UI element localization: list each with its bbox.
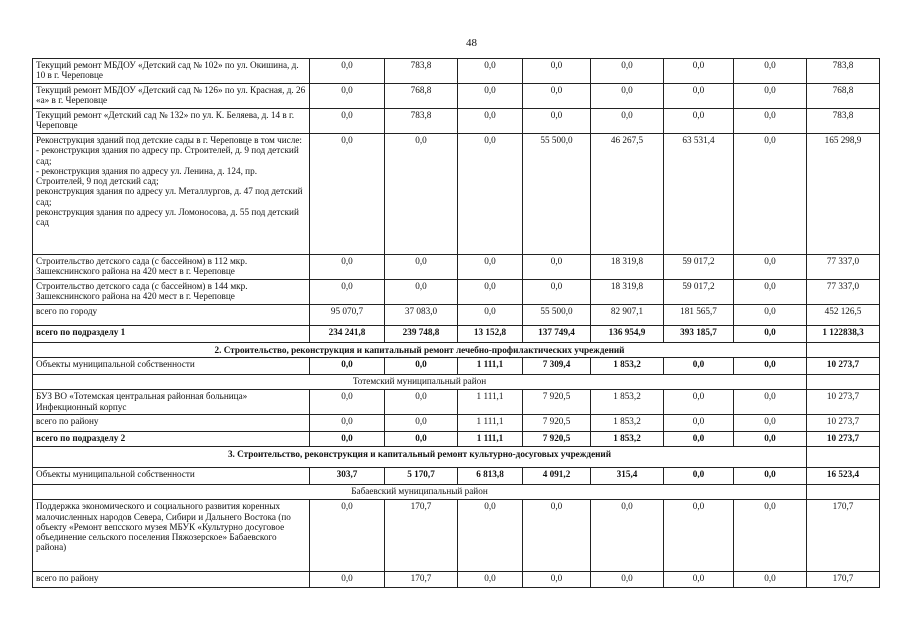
value-cell: 0,0 (523, 500, 591, 572)
page-number: 48 (466, 37, 477, 49)
value-cell: 0,0 (664, 432, 734, 447)
value-cell: 0,0 (310, 59, 385, 84)
value-cell: 0,0 (385, 134, 458, 255)
value-cell: 0,0 (523, 84, 591, 109)
value-cell: 0,0 (310, 109, 385, 134)
value-cell: 46 267,5 (591, 134, 664, 255)
value-cell: 1 111,1 (458, 358, 523, 375)
value-cell: 170,7 (385, 572, 458, 588)
municipality-title: Бабаевский муниципальный район (33, 485, 807, 500)
value-cell: 0,0 (458, 572, 523, 588)
row-name: всего по подразделу 2 (33, 432, 310, 447)
value-cell: 10 273,7 (807, 390, 880, 415)
table-row (33, 84, 880, 109)
value-cell: 170,7 (807, 572, 880, 588)
table-row (33, 305, 880, 326)
value-cell: 783,8 (807, 59, 880, 84)
value-cell: 0,0 (458, 109, 523, 134)
value-cell: 10 273,7 (807, 358, 880, 375)
value-cell: 0,0 (523, 59, 591, 84)
value-cell: 0,0 (523, 109, 591, 134)
value-cell: 0,0 (458, 255, 523, 280)
table-row (33, 326, 880, 343)
row-name: Поддержка экономического и социального развития коренных малочисленных народов Севера, Сибири и Дальнего Востока (по объекту «Ремонт вепсского музея МБУК «Культурно досуговое объединение сельского поселения Пяжозерское» Бабаевского района) (33, 500, 310, 572)
value-cell: 0,0 (458, 84, 523, 109)
value-cell: 0,0 (734, 468, 807, 485)
value-cell: 768,8 (385, 84, 458, 109)
value-cell: 1 853,2 (591, 390, 664, 415)
row-name: Строительство детского сада (с бассейном) в 144 мкр. Зашекснинского района на 420 мест в г. Череповце (33, 280, 310, 305)
municipality-row (33, 485, 880, 500)
municipality-row (33, 375, 880, 390)
value-cell: 82 907,1 (591, 305, 664, 326)
value-cell: 7 920,5 (523, 432, 591, 447)
value-cell: 0,0 (664, 500, 734, 572)
value-cell: 0,0 (734, 432, 807, 447)
table-row (33, 432, 880, 447)
value-cell: 303,7 (310, 468, 385, 485)
value-cell: 165 298,9 (807, 134, 880, 255)
value-cell: 0,0 (310, 500, 385, 572)
value-cell: 59 017,2 (664, 280, 734, 305)
value-cell: 18 319,8 (591, 255, 664, 280)
value-cell: 5 170,7 (385, 468, 458, 485)
value-cell: 783,8 (385, 59, 458, 84)
section-header-row (33, 447, 880, 468)
empty-cell (807, 485, 880, 500)
value-cell: 7 920,5 (523, 390, 591, 415)
value-cell: 0,0 (458, 305, 523, 326)
value-cell: 55 500,0 (523, 134, 591, 255)
row-name: Строительство детского сада (с бассейном) в 112 мкр. Зашекснинского района на 420 мест в г. Череповце (33, 255, 310, 280)
table-row (33, 280, 880, 305)
value-cell: 239 748,8 (385, 326, 458, 343)
value-cell: 1 853,2 (591, 432, 664, 447)
row-name: всего по подразделу 1 (33, 326, 310, 343)
value-cell: 170,7 (807, 500, 880, 572)
value-cell: 0,0 (664, 572, 734, 588)
value-cell: 0,0 (591, 500, 664, 572)
table-row (33, 415, 880, 432)
value-cell: 0,0 (310, 432, 385, 447)
value-cell: 0,0 (310, 134, 385, 255)
value-cell: 1 853,2 (591, 415, 664, 432)
value-cell: 0,0 (310, 415, 385, 432)
table-row (33, 255, 880, 280)
value-cell: 4 091,2 (523, 468, 591, 485)
table-row (33, 572, 880, 588)
row-name: Текущий ремонт МБДОУ «Детский сад № 102» по ул. Окишина, д. 10 в г. Череповце (33, 59, 310, 84)
value-cell: 10 273,7 (807, 432, 880, 447)
value-cell: 13 152,8 (458, 326, 523, 343)
value-cell: 234 241,8 (310, 326, 385, 343)
value-cell: 0,0 (664, 390, 734, 415)
value-cell: 137 749,4 (523, 326, 591, 343)
value-cell: 0,0 (385, 255, 458, 280)
value-cell: 0,0 (664, 84, 734, 109)
value-cell: 393 185,7 (664, 326, 734, 343)
value-cell: 0,0 (523, 572, 591, 588)
value-cell: 136 954,9 (591, 326, 664, 343)
value-cell: 0,0 (734, 326, 807, 343)
value-cell: 95 070,7 (310, 305, 385, 326)
value-cell: 0,0 (385, 358, 458, 375)
empty-cell (807, 343, 880, 358)
table-row (33, 109, 880, 134)
value-cell: 77 337,0 (807, 280, 880, 305)
value-cell: 0,0 (734, 280, 807, 305)
value-cell: 768,8 (807, 84, 880, 109)
value-cell: 1 111,1 (458, 390, 523, 415)
value-cell: 181 565,7 (664, 305, 734, 326)
value-cell: 0,0 (310, 84, 385, 109)
row-name: всего по району (33, 415, 310, 432)
table-row (33, 500, 880, 572)
value-cell: 1 111,1 (458, 432, 523, 447)
value-cell: 6 813,8 (458, 468, 523, 485)
value-cell: 0,0 (734, 84, 807, 109)
value-cell: 0,0 (734, 59, 807, 84)
value-cell: 0,0 (734, 390, 807, 415)
row-name: Текущий ремонт «Детский сад № 132» по ул. К. Беляева, д. 14 в г. Череповце (33, 109, 310, 134)
value-cell: 0,0 (734, 500, 807, 572)
value-cell: 315,4 (591, 468, 664, 485)
value-cell: 0,0 (664, 358, 734, 375)
value-cell: 0,0 (458, 500, 523, 572)
table-row (33, 358, 880, 375)
row-name: Реконструкция зданий под детские сады в г. Череповце в том числе: - реконструкция здания по адресу пр. Строителей, д. 9 под детский сад; - реконструкция здания по адресу ул. Ленина, д. 124, пр. Строителей, 9 под детский сад; реконструкция здания по адресу ул. Металлургов, д. 47 под детский сад; реконструкция здания по адресу ул. Ломоносова, д. 55 под детский сад (33, 134, 310, 255)
value-cell: 63 531,4 (664, 134, 734, 255)
value-cell: 452 126,5 (807, 305, 880, 326)
value-cell: 0,0 (310, 280, 385, 305)
empty-cell (807, 375, 880, 390)
municipality-title: Тотемский муниципальный район (33, 375, 807, 390)
value-cell: 1 111,1 (458, 415, 523, 432)
value-cell: 0,0 (385, 390, 458, 415)
value-cell: 59 017,2 (664, 255, 734, 280)
value-cell: 1 853,2 (591, 358, 664, 375)
value-cell: 0,0 (310, 358, 385, 375)
value-cell: 783,8 (807, 109, 880, 134)
section-title: 3. Строительство, реконструкция и капитальный ремонт культурно-досуговых учреждений (33, 447, 807, 468)
section-header-row (33, 343, 880, 358)
value-cell: 0,0 (310, 572, 385, 588)
value-cell: 0,0 (458, 134, 523, 255)
budget-table (32, 58, 880, 588)
value-cell: 0,0 (523, 280, 591, 305)
value-cell: 170,7 (385, 500, 458, 572)
value-cell: 16 523,4 (807, 468, 880, 485)
value-cell: 55 500,0 (523, 305, 591, 326)
value-cell: 0,0 (734, 134, 807, 255)
section-title: 2. Строительство, реконструкция и капитальный ремонт лечебно-профилактических учреждений (33, 343, 807, 358)
value-cell: 0,0 (523, 255, 591, 280)
value-cell: 1 122838,3 (807, 326, 880, 343)
table-row (33, 390, 880, 415)
row-name: Объекты муниципальной собственности (33, 358, 310, 375)
value-cell: 0,0 (591, 572, 664, 588)
empty-cell (807, 447, 880, 468)
value-cell: 7 309,4 (523, 358, 591, 375)
value-cell: 0,0 (664, 59, 734, 84)
value-cell: 0,0 (385, 415, 458, 432)
value-cell: 77 337,0 (807, 255, 880, 280)
table-row (33, 134, 880, 255)
value-cell: 0,0 (734, 358, 807, 375)
row-name: всего по району (33, 572, 310, 588)
value-cell: 0,0 (385, 432, 458, 447)
value-cell: 7 920,5 (523, 415, 591, 432)
value-cell: 0,0 (591, 59, 664, 84)
value-cell: 37 083,0 (385, 305, 458, 326)
row-name: БУЗ ВО «Тотемская центральная районная больница» Инфекционный корпус (33, 390, 310, 415)
value-cell: 0,0 (310, 255, 385, 280)
value-cell: 0,0 (664, 415, 734, 432)
table-row (33, 59, 880, 84)
value-cell: 0,0 (310, 390, 385, 415)
value-cell: 0,0 (591, 84, 664, 109)
value-cell: 0,0 (664, 109, 734, 134)
value-cell: 0,0 (458, 59, 523, 84)
value-cell: 0,0 (734, 109, 807, 134)
value-cell: 0,0 (734, 305, 807, 326)
value-cell: 0,0 (458, 280, 523, 305)
row-name: Объекты муниципальной собственности (33, 468, 310, 485)
value-cell: 0,0 (734, 572, 807, 588)
value-cell: 0,0 (664, 468, 734, 485)
value-cell: 10 273,7 (807, 415, 880, 432)
row-name: всего по городу (33, 305, 310, 326)
value-cell: 0,0 (734, 255, 807, 280)
value-cell: 0,0 (734, 415, 807, 432)
row-name: Текущий ремонт МБДОУ «Детский сад № 126» по ул. Красная, д. 26 «а» в г. Череповце (33, 84, 310, 109)
value-cell: 0,0 (591, 109, 664, 134)
value-cell: 0,0 (385, 280, 458, 305)
table-row (33, 468, 880, 485)
value-cell: 18 319,8 (591, 280, 664, 305)
value-cell: 783,8 (385, 109, 458, 134)
